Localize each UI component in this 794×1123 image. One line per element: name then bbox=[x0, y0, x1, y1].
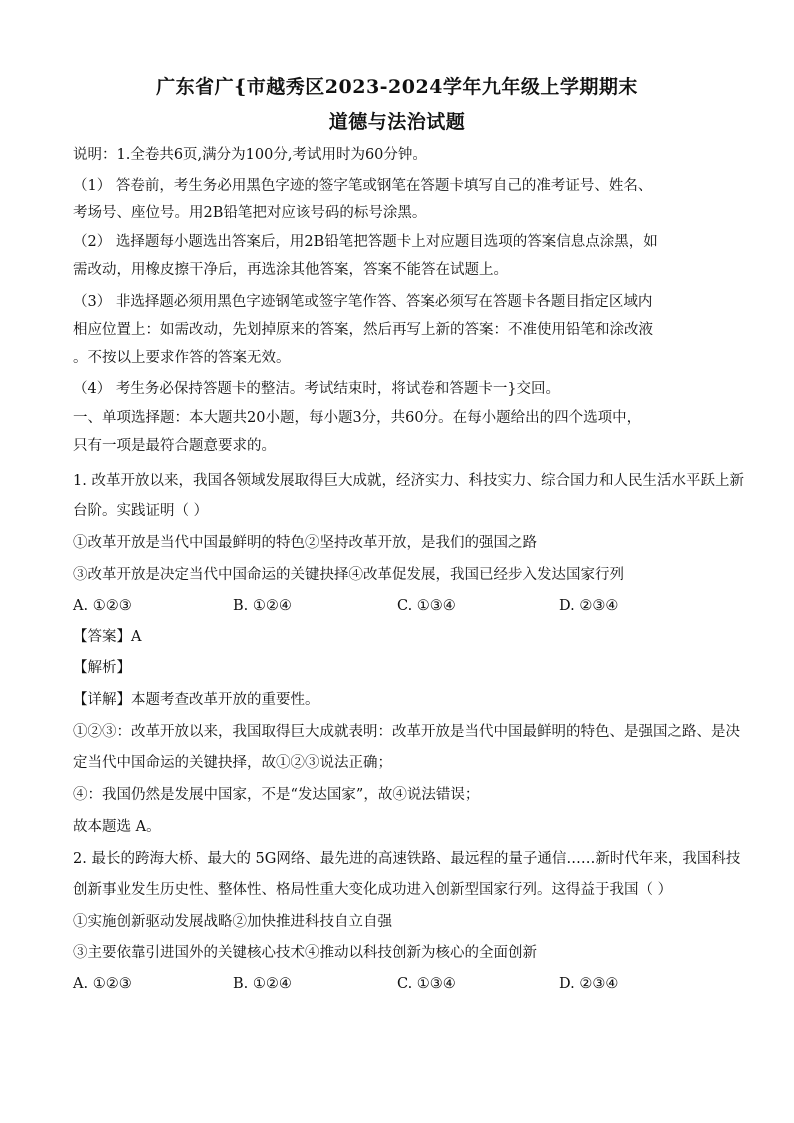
q1-stem-line1: 1. 改革开放以来，我国各领域发展取得巨大成就，经济实力、科技实力、综合国力和人民生活水平跃上新 bbox=[73, 473, 744, 489]
instruction-3-line3: 。不按以上要求作答的答案无效。 bbox=[73, 350, 291, 366]
instruction-2-line1: （2） 选择题每小题选出答案后，用2B铅笔把答题卡上对应题目选项的答案信息点涂黑，如 bbox=[73, 234, 658, 250]
q2-option-a: A. ①②③ bbox=[73, 976, 132, 992]
q1-option-b: B. ①②④ bbox=[233, 598, 292, 614]
q2-stem-line1: 2. 最长的跨海大桥、最大的 5G网络、最先进的高速铁路、最远程的量子通信……新时代年来，我国科技 bbox=[73, 851, 741, 867]
q1-answer: 【答案】A bbox=[73, 629, 142, 645]
instruction-3-line2: 相应位置上：如需改动，先划掉原来的答案，然后再写上新的答案：不准使用铅笔和涂改液 bbox=[73, 322, 653, 338]
instruction-3-line1: （3） 非选择题必须用黑色字迹钢笔或签字笔作答、答案必须写在答题卡各题目指定区域内 bbox=[73, 294, 653, 310]
exam-title: 广东省广{市越秀区2023-2024学年九年级上学期期末 bbox=[156, 76, 638, 98]
q1-option-a: A. ①②③ bbox=[73, 598, 132, 614]
instruction-1-line1: （1） 答卷前，考生务必用黑色字迹的签字笔或钢笔在答题卡填写自己的准考证号、姓名、 bbox=[73, 178, 653, 194]
q1-analysis-label: 【解析】 bbox=[73, 660, 131, 676]
q1-statements-12: ①改革开放是当代中国最鲜明的特色②坚持改革开放，是我们的强国之路 bbox=[73, 535, 537, 551]
q1-stem-line2: 台阶。实践证明（ ） bbox=[73, 503, 209, 519]
q2-option-b: B. ①②④ bbox=[233, 976, 292, 992]
q1-detail: 【详解】本题考查改革开放的重要性。 bbox=[73, 692, 320, 708]
instruction-4-line1: （4） 考生务必保持答题卡的整洁。考试结束时，将试卷和答题卡一}交回。 bbox=[73, 381, 561, 397]
instruction-2-line2: 需改动，用橡皮擦干净后，再选涂其他答案，答案不能答在试题上。 bbox=[73, 262, 508, 278]
q1-option-d: D. ②③④ bbox=[559, 598, 619, 614]
q1-explanation-line3: ④：我国仍然是发展中国家，不是“发达国家”，故④说法错误； bbox=[73, 787, 480, 803]
q1-explanation-line1: ①②③：改革开放以来，我国取得巨大成就表明：改革开放是当代中国最鲜明的特色、是强国之路、是决 bbox=[73, 724, 740, 740]
q1-conclusion: 故本题选 A。 bbox=[73, 819, 161, 835]
q1-option-c: C. ①③④ bbox=[397, 598, 456, 614]
section-heading-line1: 一、单项选择题：本大题共20小题，每小题3分，共60分。在每小题给出的四个选项中， bbox=[73, 410, 642, 426]
q2-statements-12: ①实施创新驱动发展战略②加快推进科技自立自强 bbox=[73, 914, 392, 930]
instructions-intro: 说明：1.全卷共6页,满分为100分,考试用时为60分钟。 bbox=[73, 147, 427, 163]
q1-statements-34: ③改革开放是决定当代中国命运的关键抉择④改革促发展，我国已经步入发达国家行列 bbox=[73, 567, 624, 583]
q2-option-c: C. ①③④ bbox=[397, 976, 456, 992]
section-heading-line2: 只有一项是最符合题意要求的。 bbox=[73, 438, 276, 454]
q2-statements-34: ③主要依靠引进国外的关键核心技术④推动以科技创新为核心的全面创新 bbox=[73, 945, 537, 961]
q2-option-d: D. ②③④ bbox=[559, 976, 619, 992]
q2-stem-line2: 创新事业发生历史性、整体性、格局性重大变化成功进入创新型国家行列。这得益于我国（ ） bbox=[73, 882, 673, 898]
instruction-1-line2: 考场号、座位号。用2B铅笔把对应该号码的标号涂黑。 bbox=[73, 205, 427, 221]
exam-subtitle: 道德与法治试题 bbox=[328, 111, 466, 133]
q1-explanation-line2: 定当代中国命运的关键抉择，故①②③说法正确； bbox=[73, 755, 392, 771]
